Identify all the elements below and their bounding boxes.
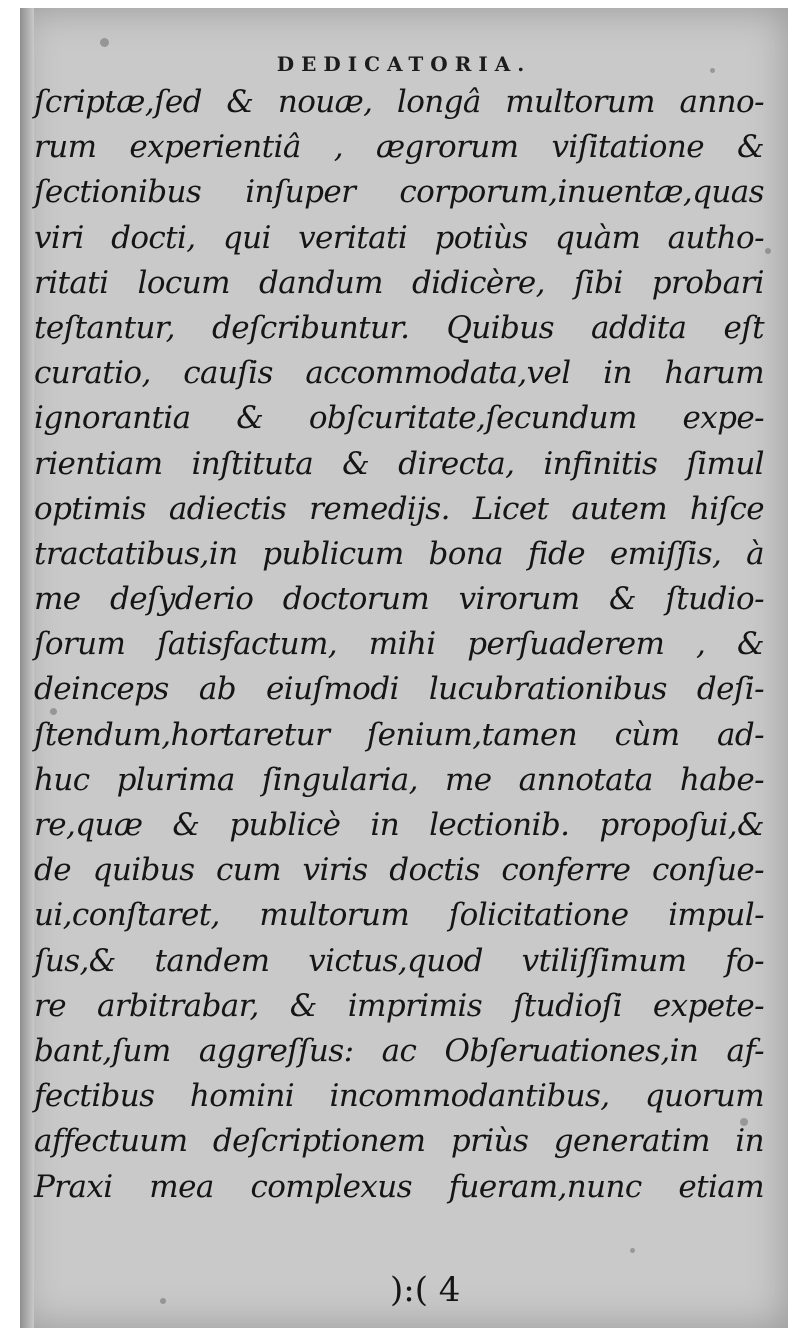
signature-mark: ):( 4 <box>390 1270 461 1310</box>
text-line: viri docti, qui veritati potiùs quàm autho- <box>34 219 764 256</box>
paper-speck <box>160 1298 166 1304</box>
text-line: rientiam inſtituta & directa, infinitis ſimul <box>34 445 764 482</box>
text-line: fectibus homini incommodantibus, quorum <box>34 1078 764 1115</box>
text-line: tractatibus,in publicum bona fide emiſſis, à <box>34 535 764 572</box>
text-line: ſus,& tandem victus,quod vtiliſſimum fo- <box>34 942 764 979</box>
text-line: ignorantia & obſcuritate,ſecundum expe- <box>34 400 764 437</box>
text-line: Praxi mea complexus fueram,nunc etiam <box>34 1168 764 1205</box>
text-line: ſtendum,hortaretur ſenium,tamen cùm ad- <box>34 716 764 753</box>
book-page <box>20 8 788 1328</box>
text-line: ritati locum dandum didicère, ſibi probari <box>34 264 764 301</box>
running-head: DEDICATORIA. <box>276 52 532 76</box>
text-line: optimis adiectis remedijs. Licet autem hiſce <box>34 490 764 527</box>
text-line: re arbitrabar, & imprimis ſtudioſi expete- <box>34 987 764 1024</box>
page-gutter-shadow <box>20 8 34 1328</box>
text-line: de quibus cum viris doctis conferre conſue- <box>34 852 764 889</box>
text-line: me deſyderio doctorum virorum & ſtudio- <box>34 581 764 618</box>
body-text <box>34 80 764 1210</box>
text-line: bant,ſum aggreſſus: ac Obſeruationes,in af- <box>34 1032 764 1069</box>
text-line: rum experientiâ , ægrorum viſitatione & <box>34 129 764 166</box>
text-line: re,quæ & publicè in lectionib. propoſui,& <box>34 807 764 843</box>
paper-speck <box>765 248 771 254</box>
text-line: ſorum ſatisfactum, mihi perſuaderem , & <box>34 626 764 663</box>
text-line: deinceps ab eiuſmodi lucubrationibus deſi- <box>34 671 764 708</box>
paper-speck <box>630 1248 635 1253</box>
text-line: ui,conſtaret, multorum ſolicitatione impul- <box>34 897 764 934</box>
text-line: affectuum deſcriptionem priùs generatim in <box>34 1123 764 1160</box>
paper-speck <box>100 38 109 47</box>
text-line: huc plurima ſingularia, me annotata habe- <box>34 761 764 798</box>
text-line: ſcriptæ,ſed & nouæ, longâ multorum anno- <box>34 84 764 120</box>
text-line: teſtantur, deſcribuntur. Quibus addita eſt <box>34 309 764 346</box>
text-line: ſectionibus inſuper corporum,inuentæ,quas <box>34 174 764 211</box>
text-line: curatio, cauſis accommodata,vel in harum <box>34 355 764 392</box>
